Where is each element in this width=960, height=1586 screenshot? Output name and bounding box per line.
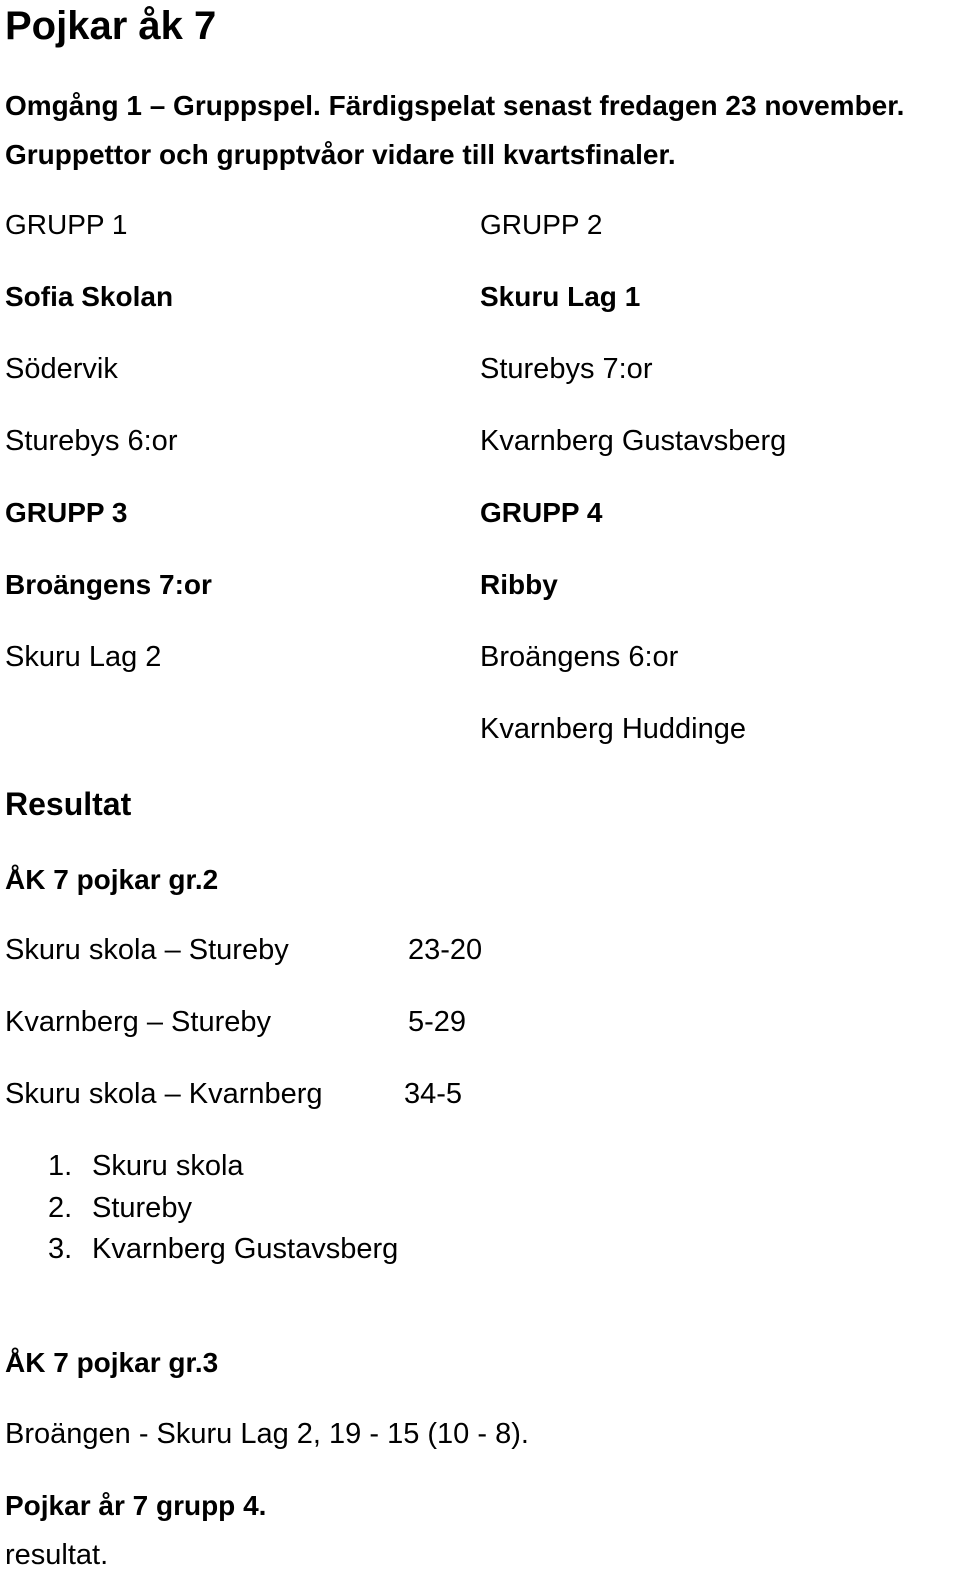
group-2-team-3: Kvarnberg Gustavsberg — [480, 425, 787, 457]
group-3-results-heading: ÅK 7 pojkar gr.3 — [5, 1347, 219, 1378]
group-3-result-line: Broängen - Skuru Lag 2, 19 - 15 (10 - 8). — [5, 1418, 529, 1450]
group-1-team-2: Södervik — [5, 353, 118, 385]
group-2-team-2: Sturebys 7:or — [480, 353, 653, 385]
match-3-score: 34-5 — [404, 1078, 463, 1110]
group-3-team-2: Skuru Lag 2 — [5, 641, 162, 673]
match-1-score: 23-20 — [408, 934, 483, 966]
match-2: Kvarnberg – Stureby — [5, 1006, 271, 1038]
standing-1-team: Skuru skola — [92, 1150, 244, 1182]
group-4-result-line: resultat. — [5, 1539, 109, 1571]
page-title: Pojkar åk 7 — [5, 4, 217, 48]
standing-2-team: Stureby — [92, 1192, 192, 1224]
group-2-heading: GRUPP 2 — [480, 209, 603, 240]
standing-1-number: 1. — [48, 1150, 73, 1182]
group-4-team-1: Ribby — [480, 569, 558, 600]
group-1-team-3: Sturebys 6:or — [5, 425, 178, 457]
match-1: Skuru skola – Stureby — [5, 934, 289, 966]
group-3-heading: GRUPP 3 — [5, 497, 128, 528]
match-3: Skuru skola – Kvarnberg — [5, 1078, 323, 1110]
group-4-results-heading: Pojkar år 7 grupp 4. — [5, 1490, 267, 1521]
group-4-team-3: Kvarnberg Huddinge — [480, 713, 747, 745]
standing-3-number: 3. — [48, 1233, 73, 1265]
group-1-heading: GRUPP 1 — [5, 209, 128, 240]
standing-2-number: 2. — [48, 1192, 73, 1224]
group-4-team-2: Broängens 6:or — [480, 641, 679, 673]
standing-3-team: Kvarnberg Gustavsberg — [92, 1233, 399, 1265]
group-1-team-1: Sofia Skolan — [5, 281, 174, 312]
results-heading: Resultat — [5, 786, 132, 822]
intro-line-2: Gruppettor och grupptvåor vidare till kvartsfinaler. — [5, 139, 676, 170]
intro-line-1: Omgång 1 – Gruppspel. Färdigspelat senast fredagen 23 november. — [5, 90, 905, 121]
group-2-results-heading: ÅK 7 pojkar gr.2 — [5, 864, 219, 895]
group-4-heading: GRUPP 4 — [480, 497, 603, 528]
group-2-team-1: Skuru Lag 1 — [480, 281, 641, 312]
match-2-score: 5-29 — [408, 1006, 467, 1038]
group-3-team-1: Broängens 7:or — [5, 569, 212, 600]
